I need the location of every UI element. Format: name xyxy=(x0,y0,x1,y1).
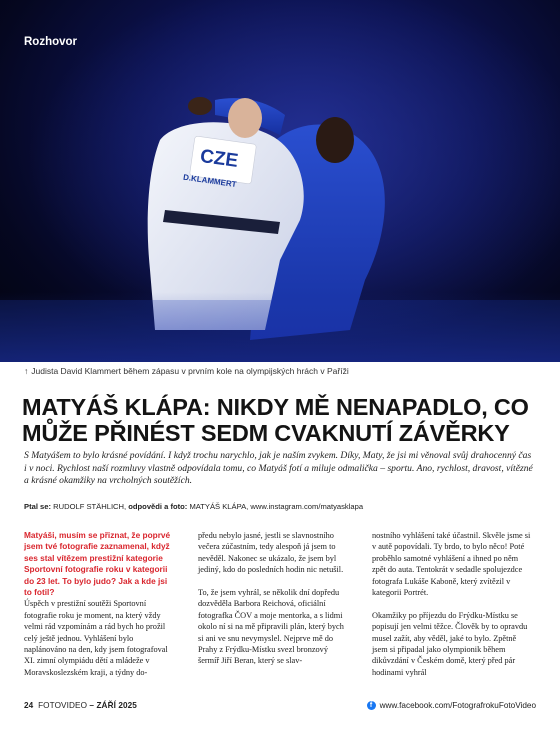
caption-text: Judista David Klammert během zápasu v prvním kole na olympijských hrách v Paříži xyxy=(31,366,349,376)
answers-label: odpovědi a foto: xyxy=(128,502,188,511)
section-label: Rozhovor xyxy=(24,36,78,48)
article-headline: MATYÁŠ KLÁPA: NIKDY MĚ NENAPADLO, CO MŮŽE PŘINÉST SEDM CVAKNUTÍ ZÁVĚRKY xyxy=(22,394,529,446)
footer-left xyxy=(24,701,137,710)
magazine-name: FOTOVIDEO xyxy=(38,701,88,710)
column-3-paragraph-1: nostního vyhlášení také účastnil. Skvěle jsme si v autě popovídali. Ty brdo, to bylo něco! Poté proběhlo samotné vyhlášení a ihned po něm zpět do auta. Tentokrát v sedadle spolujezdce fotografa Lukáše Kaboně, který zvítězil v kategorii Portrét. xyxy=(372,531,531,598)
arrow-up-icon: ↑ xyxy=(24,366,29,376)
column-2-paragraph-1: předu nebylo jasné, jestli se slavnostního večera zúčastním, tedy alespoň já jsem to nevěděl. Nakonec se ukázalo, že jsem byl jediný, kdo do posledních hodin nic netušil. xyxy=(198,531,344,575)
instagram-link[interactable]: www.instagram.com/matyasklapa xyxy=(250,502,364,511)
answers-name: MATYÁŠ KLÁPA, xyxy=(189,502,249,511)
hero-photo xyxy=(0,0,560,362)
column-1 xyxy=(24,530,176,690)
facebook-icon: f xyxy=(367,701,376,710)
column-2-paragraph-2: To, že jsem vyhrál, se několik dní dopředu dozvěděla Barbora Reichová, oficiální fotografka ČOV a moje mentorka, a s lidmi okolo ní si na mě připravili plán, který bych si ani ve snu nevymyslel. Nejprve mě do Prahy z Frýdku-Místku svezl bronzový šermíř Jiří Beran, který se slav- xyxy=(198,588,344,666)
asked-name: RUDOLF STÄHLICH, xyxy=(53,502,127,511)
issue-label: – ZÁŘÍ 2025 xyxy=(89,701,137,710)
back-name-text: D.KLAMMERT xyxy=(182,172,238,190)
back-number-text: CZE xyxy=(198,145,240,172)
photo-caption xyxy=(24,366,349,376)
article-credits xyxy=(24,502,363,511)
interview-question: Matyáši, musím se přiznat, že poprvé jsem tvé fotografie zaznamenal, když ses stal vítězem prestižní kategorie Sportovní fotografie roku v kategorii do 23 let. To bylo judo? Jak a kde jsi to fotil? xyxy=(24,530,171,598)
article-lead: S Matyášem to bylo krásné povídání. I když trochu narychlo, jak je naším zvykem. Díky, Maty, že jsi mi věnoval svůj drahocenný čas i v noci. Rychlost naší rozmluvy vlastně odpovídala tomu, co Matyáš fotí a miluje odmalička – sportu. Ano, rychlost, dravost, vítězné a krásné okamžiky na vrcholných soutěžích. xyxy=(24,450,533,486)
page-footer xyxy=(24,701,536,710)
page-number: 24 xyxy=(24,701,34,710)
column-1-text: Úspěch v prestižní soutěži Sportovní fotografie roku je moment, na který vždy velmi rád vzpomínám a rád bych ho prožil celý ještě jednou. Vyhlášení bylo naplánováno na den, kdy jsem fotografoval XI. zimní olympiádu dětí a mládeže v Moravskoslezském kraji, a týdny do- xyxy=(24,599,168,677)
asked-label: Ptal se: xyxy=(24,502,52,511)
footer-right[interactable] xyxy=(367,701,536,710)
column-3-paragraph-2: Okamžiky po příjezdu do Frýdku-Místku se popisují jen velmi těžce. Člověk by to opravdu musel zažít, aby věděl, jaké to bylo. Zpětně jsem si připadal jako olympionik během dikůvzdání v Českém domě, který před pár hodinami vyhrál xyxy=(372,610,528,677)
column-2 xyxy=(198,530,350,678)
facebook-link[interactable]: www.facebook.com/FotografrokuFotoVideo xyxy=(379,701,536,710)
column-3 xyxy=(372,530,532,690)
floor-glow xyxy=(0,292,560,362)
